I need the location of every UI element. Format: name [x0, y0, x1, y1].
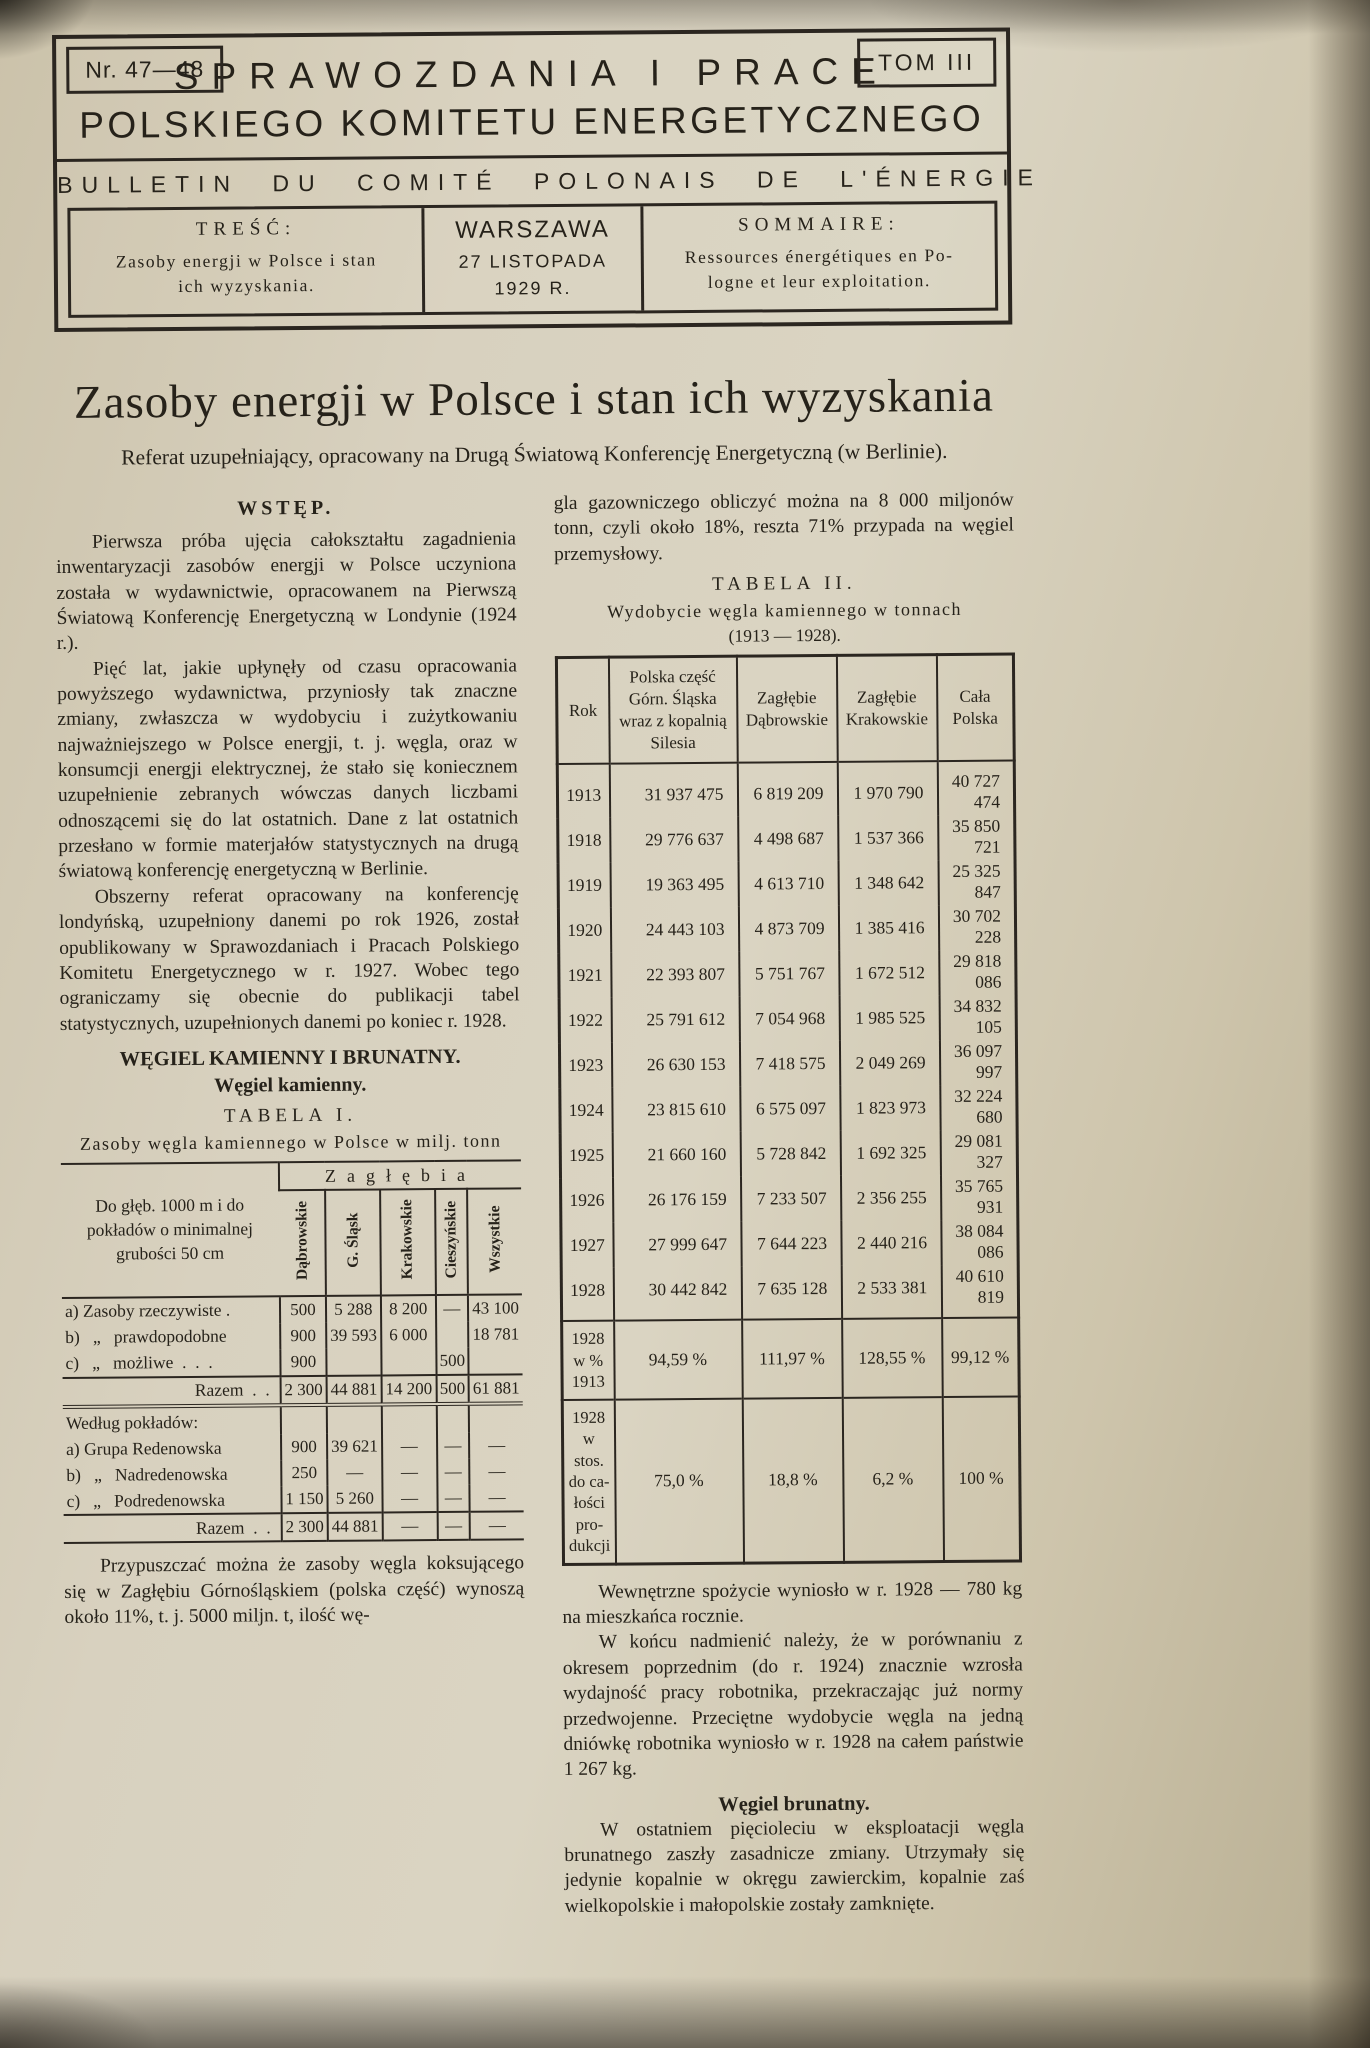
table-cell: 19 363 495	[610, 862, 738, 908]
table-cell: 4 498 687	[738, 816, 838, 862]
table-row	[63, 1374, 523, 1407]
table-cell: —	[382, 1512, 437, 1540]
table-row	[63, 1433, 523, 1463]
table-cell: 18,8 %	[742, 1398, 843, 1563]
table-row	[562, 1396, 1020, 1564]
table-cell	[326, 1348, 381, 1375]
table-row	[557, 761, 1014, 818]
publication-city: WARSZAWA	[455, 215, 610, 244]
sommaire-label: SOMMAIRE:	[738, 213, 900, 236]
table2-col-slask: Polska część Górn. Śląska wraz z kopalnią Silesia	[608, 656, 737, 764]
table-row	[559, 1039, 1016, 1088]
table-cell: 27 999 647	[613, 1222, 741, 1268]
table-cell: 900	[280, 1323, 326, 1349]
printed-area	[52, 27, 1043, 1922]
table-cell	[469, 1403, 523, 1433]
table-cell: 1 537 366	[838, 815, 938, 861]
table-cell: 75,0 %	[614, 1398, 743, 1564]
left-column	[56, 491, 527, 1922]
table-cell	[469, 1347, 523, 1374]
publication-year: 1929 R.	[494, 277, 572, 299]
table-cell: 2 300	[282, 1513, 328, 1541]
table-cell: 44 881	[327, 1375, 382, 1404]
table-row	[561, 1219, 1018, 1268]
table-row	[63, 1459, 523, 1489]
table-cell: 31 937 475	[609, 763, 737, 818]
table-cell: —	[382, 1459, 437, 1485]
table-cell: —	[437, 1459, 470, 1485]
table-row	[559, 949, 1016, 998]
tresc-label: TREŚĆ:	[195, 218, 297, 240]
table-cell: —	[437, 1433, 470, 1459]
table1-subcaption: Zasoby węgla kamiennego w Polsce w milj. tonn	[79, 1130, 502, 1154]
table2-subcaption: Wydobycie węgla kamiennego w tonnach	[607, 598, 963, 622]
table-cell: 34 832 105	[939, 994, 1016, 1040]
table-cell: 2 533 381	[841, 1265, 941, 1319]
table-cell: 7 635 128	[741, 1266, 841, 1320]
table-cell: 900	[280, 1349, 326, 1376]
table-cell: 500	[280, 1296, 326, 1323]
table-cell: 2 440 216	[841, 1220, 941, 1266]
table-cell: 36 097 997	[939, 1039, 1016, 1085]
table-cell: 1927	[569, 1234, 605, 1255]
table-cell: 1922	[567, 1009, 604, 1030]
table-cell: 1919	[566, 874, 603, 895]
publication-date: 27 LISTOPADA	[458, 250, 608, 272]
table-row	[560, 1084, 1017, 1133]
table1-group-header: Zagłębia	[279, 1160, 521, 1190]
table-cell: 43 100	[468, 1294, 522, 1321]
table-row	[558, 859, 1015, 908]
table-row	[64, 1512, 524, 1544]
table-coal-reserves	[61, 1159, 524, 1544]
table-cell: 39 621	[327, 1434, 382, 1460]
paragraph: Pierwsza próba ujęcia całokształtu zagadnienia inwentaryzacji zasobów energji w Polsce uczyniona została w wydawnictwie, opracowanem na Pierwszą Światową Konferencję Energetyczną w Londynie (1924 r.).	[56, 528, 517, 655]
table-cell: 7 233 507	[740, 1176, 840, 1222]
table-cell: Według pokładów:	[63, 1405, 281, 1436]
table-cell: 1 692 325	[840, 1130, 940, 1176]
table-cell: —	[327, 1460, 382, 1486]
table-cell: 1913	[566, 784, 602, 805]
table-cell: 1921	[567, 964, 603, 985]
summary-label: 1928 w stos. do ca- łości pro- dukcji	[562, 1399, 615, 1564]
table-cell: 2 356 255	[840, 1175, 940, 1221]
table-cell: 26 630 153	[611, 1042, 739, 1088]
table-cell: 100 %	[942, 1396, 1020, 1561]
table-row	[62, 1321, 522, 1351]
table-cell: Razem . .	[64, 1514, 282, 1544]
table-cell: 1 150	[281, 1486, 327, 1513]
article-subtitle: Referat uzupełniający, opracowany na Drugą Światową Konferencję Energetyczną (w Berlinie).	[121, 438, 948, 470]
table2-header	[556, 654, 1014, 764]
paragraph: W końcu nadmienić należy, że w porównaniu z okresem poprzednim (do r. 1924) znacznie wzrosła wydajność pracy robotnika, przekraczając już normy przedwojenne. Przeciętne wydobycie węgla na jedną dniówkę robotnika wyniosło w r. 1928 na całem państwie 1 267 kg.	[562, 1628, 1024, 1781]
table-cell: 4 873 709	[738, 906, 838, 952]
paragraph: Przypuszczać można że zasoby węgla koksującego się w Zagłębiu Górnośląskiem (polska część) wynoszą około 11%, t. j. 5000 miljn. t, ilość wę-	[64, 1552, 525, 1629]
table-cell: 7 644 223	[741, 1221, 841, 1267]
table-cell: 1 348 642	[838, 860, 938, 906]
table-cell	[327, 1404, 382, 1434]
table1-col-dabrowskie	[279, 1190, 326, 1296]
table-cell: 5 260	[327, 1486, 382, 1513]
table-cell	[381, 1348, 436, 1375]
table1-corner-label: Do głęb. 1000 m i do pokładów o minimalnej grubości 50 cm	[61, 1162, 280, 1298]
table-cell: 500	[436, 1348, 469, 1375]
table-cell: 30 702 228	[938, 904, 1015, 950]
table-cell: —	[382, 1433, 437, 1459]
volume-box	[857, 38, 997, 88]
table-row	[558, 904, 1015, 953]
table-cell: 7 054 968	[739, 996, 839, 1042]
table-cell: 26 176 159	[613, 1177, 741, 1223]
table-cell: b) „ Nadredenowska	[66, 1463, 228, 1485]
coal-section-heading: WĘGIEL KAMIENNY I BRUNATNY.	[119, 1045, 461, 1071]
table-cell: 99,12 %	[942, 1318, 1020, 1397]
table-cell: 24 443 103	[610, 907, 738, 953]
table-cell: 1 823 973	[840, 1085, 940, 1131]
table-cell: —	[435, 1295, 468, 1322]
paragraph: Pięć lat, jakie upłynęły od czasu opracowania powyższego wydawnictwa, przyniosły tak znaczne zmiany, zwłaszcza w wydobyciu i zużytkowaniu najważniejszego w Polsce energji, t. j. węgla, oraz w konsumcji energji elektrycznej, że stało się koniecznem uzupełnienie zebranych wówczas danych liczbami odnoszącemi się do lat ostatnich. Dane z lat ostatnich przesłano w formie materjałów statystycznych na drugą światową konferencję energetyczną w Berlinie.	[57, 655, 519, 883]
table2-col-dabrowskie: Zagłębie Dąbrowskie	[736, 655, 837, 763]
table-cell: —	[469, 1459, 523, 1485]
table-coal-output	[555, 652, 1022, 1565]
table-cell: 30 442 842	[613, 1267, 741, 1322]
summary-label: 1928 w % 1913	[562, 1321, 615, 1400]
table-cell: 1 985 525	[839, 995, 939, 1041]
paragraph: Wewnętrzne spożycie wyniosło w r. 1928 — 780 kg na mieszkańca rocznie.	[562, 1578, 1023, 1629]
table-cell: 6 000	[381, 1322, 436, 1348]
table-cell: —	[437, 1485, 470, 1512]
date-column	[421, 206, 644, 312]
masthead	[52, 27, 1043, 332]
volume-label: TOM III	[877, 48, 976, 76]
table-cell: 4 613 710	[738, 861, 838, 907]
table-cell: 1926	[569, 1189, 605, 1210]
sommaire-column	[643, 204, 995, 311]
table1-body-reserves	[62, 1294, 523, 1407]
table-cell: 111,97 %	[742, 1319, 843, 1398]
sommaire-text: Ressources énergétiques en Po- logne et leur exploitation.	[684, 244, 954, 293]
table-cell: 29 818 086	[939, 949, 1016, 995]
table-cell: 2 300	[281, 1376, 327, 1405]
table-cell: 23 815 610	[612, 1087, 740, 1133]
table-row	[556, 654, 1014, 764]
column-label: Dąbrowskie	[292, 1200, 311, 1280]
table2-col-krakowskie: Zagłębie Krakowskie	[836, 655, 937, 763]
table-cell: 35 765 931	[940, 1174, 1017, 1220]
table-cell: 1 970 790	[837, 761, 937, 815]
masthead-info-box	[67, 201, 998, 318]
table-cell: 128,55 %	[842, 1318, 943, 1397]
paragraph: W ostatniem pięcioleciu w eksploatacji węgla brunatnego zaszły zasadnicze zmiany. Utrzymały się jedynie kopalnie w okręgu zawierckim, kopalnie zaś wielkopolskie i małopolskie zostały zamknięte.	[564, 1815, 1025, 1917]
issue-number: Nr. 47—48	[85, 55, 205, 83]
masthead-bulletin: BULLETIN DU COMITÉ POLONAIS DE L'ÉNERGIE	[57, 164, 1043, 198]
table-cell: 6 575 097	[740, 1086, 840, 1132]
masthead-title-line2: POLSKIEGO KOMITETU ENERGETYCZNEGO	[79, 97, 985, 146]
table-cell: 25 791 612	[611, 997, 739, 1043]
table1-col-cieszynskie	[435, 1189, 469, 1295]
table-cell	[436, 1322, 469, 1348]
masthead-top-row	[56, 32, 1006, 101]
table-cell: 38 084 086	[941, 1219, 1018, 1265]
paragraph: gla gazowniczego obliczyć można na 8 000 miljonów tonn, czyli około 18%, reszta 71% przypada na węgiel przemysłowy.	[553, 489, 1014, 565]
tresc-text: Zasoby energji w Polsce i stan ich wyzyskania.	[115, 249, 377, 297]
table-cell: 5 751 767	[739, 951, 839, 997]
table1-col-wszystkie	[467, 1188, 522, 1294]
table-cell: c) „ możliwe . . .	[65, 1352, 213, 1374]
table-row	[62, 1347, 522, 1378]
table-cell: b) „ prawdopodobne	[65, 1326, 227, 1348]
masthead-title-line1: SPRAWOZDANIA I PRACE	[173, 50, 889, 98]
table-cell: 39 593	[326, 1322, 381, 1348]
table-row	[63, 1403, 523, 1436]
table-cell: 6 819 209	[737, 762, 837, 816]
column-label: Wszystkie	[486, 1205, 504, 1273]
table-cell: 14 200	[381, 1375, 436, 1404]
column-label: G. Śląsk	[343, 1212, 362, 1268]
table-row	[558, 814, 1015, 863]
table1-caption: TABELA I.	[223, 1104, 358, 1127]
table-cell: 1 672 512	[839, 950, 939, 996]
table-cell: —	[470, 1512, 524, 1540]
table-cell: a) Zasoby rzeczywiste .	[64, 1300, 231, 1322]
table-cell: 5 288	[326, 1295, 381, 1322]
table-cell: 18 781	[468, 1321, 522, 1347]
table-cell: 44 881	[328, 1513, 383, 1541]
table-cell: 29 776 637	[610, 817, 738, 863]
table2-subcaption-years: (1913 — 1928).	[728, 624, 841, 646]
table-cell: 1924	[568, 1099, 604, 1120]
table-cell: —	[469, 1433, 523, 1459]
column-label: Krakowskie	[398, 1199, 417, 1280]
issue-number-box	[66, 46, 223, 94]
table2-col-cala-polska: Cała Polska	[936, 654, 1014, 761]
article-columns	[56, 487, 1025, 1922]
column-label: Cieszyńskie	[442, 1200, 460, 1279]
table-cell: —	[470, 1485, 524, 1512]
table-cell: 25 325 847	[938, 859, 1015, 905]
table-cell: 8 200	[381, 1295, 436, 1322]
wstep-heading: WSTĘP.	[237, 496, 335, 520]
table-cell: 2 049 269	[839, 1040, 939, 1086]
table-row	[559, 994, 1016, 1043]
table2-body-years	[557, 761, 1018, 1322]
table-row	[560, 1129, 1017, 1178]
table2-col-rok: Rok	[556, 657, 609, 764]
table-cell: 1 385 416	[838, 905, 938, 951]
table-cell	[382, 1404, 437, 1434]
table-cell: 40 610 819	[941, 1264, 1018, 1318]
table-cell: —	[382, 1485, 437, 1512]
table-cell: 22 393 807	[611, 952, 739, 998]
table-cell: Razem . .	[63, 1376, 281, 1407]
table2-summary	[562, 1318, 1021, 1564]
table-cell: 900	[281, 1434, 327, 1460]
table1-header	[61, 1160, 522, 1298]
brown-coal-heading: Węgiel brunatny.	[718, 1792, 870, 1816]
table-cell: 29 081 327	[940, 1129, 1017, 1175]
table-row	[562, 1318, 1020, 1400]
table-cell	[436, 1404, 469, 1434]
table1-body-layers	[63, 1403, 524, 1543]
table-cell	[281, 1405, 327, 1435]
table-cell: 1923	[568, 1054, 604, 1075]
tresc-column	[70, 208, 422, 315]
table-cell: 5 728 842	[740, 1131, 840, 1177]
table-cell: —	[437, 1512, 470, 1540]
table-cell: 1925	[568, 1144, 605, 1165]
table-cell: 94,59 %	[614, 1320, 743, 1399]
table1-col-gslask	[325, 1189, 381, 1295]
table-cell: c) „ Podredenowska	[66, 1489, 226, 1511]
table-cell: 1920	[567, 919, 603, 940]
article-title: Zasoby energji w Polsce i stan ich wyzyskania	[73, 369, 995, 429]
table1-col-krakowskie	[380, 1189, 436, 1295]
table-cell: 35 850 721	[938, 814, 1015, 860]
coal-subheading: Węgiel kamienny.	[214, 1073, 367, 1097]
table-cell: a) Grupa Redenowska	[66, 1437, 222, 1459]
table-cell: 61 881	[469, 1374, 523, 1403]
table-row	[62, 1294, 522, 1325]
table-row	[61, 1160, 521, 1192]
table-row	[561, 1174, 1018, 1223]
table-cell: 250	[281, 1460, 327, 1486]
paragraph: Obszerny referat opracowany na konferencję londyńską, uzupełniony danemi po rok 1926, został opublikowany w Sprawozdaniach i Pracach Polskiego Komitetu Energetycznego w r. 1927. Wobec tego ograniczamy się obecnie do publikacji tabel statystycznych, uzupełnionych danemi po koniec r. 1928.	[58, 883, 520, 1035]
table-cell: 21 660 160	[612, 1132, 740, 1178]
table-cell: 32 224 680	[940, 1084, 1017, 1130]
table-cell: 1928	[570, 1279, 606, 1300]
table-cell: 6,2 %	[842, 1397, 943, 1562]
table-cell: 1918	[566, 829, 602, 850]
table-cell: 500	[436, 1375, 469, 1404]
right-column	[554, 487, 1025, 1918]
table2-caption: TABELA II.	[711, 572, 857, 595]
table-row	[63, 1485, 523, 1516]
table-row	[561, 1264, 1018, 1321]
table-cell: 40 727 474	[937, 761, 1014, 815]
table-cell: 7 418 575	[739, 1041, 839, 1087]
